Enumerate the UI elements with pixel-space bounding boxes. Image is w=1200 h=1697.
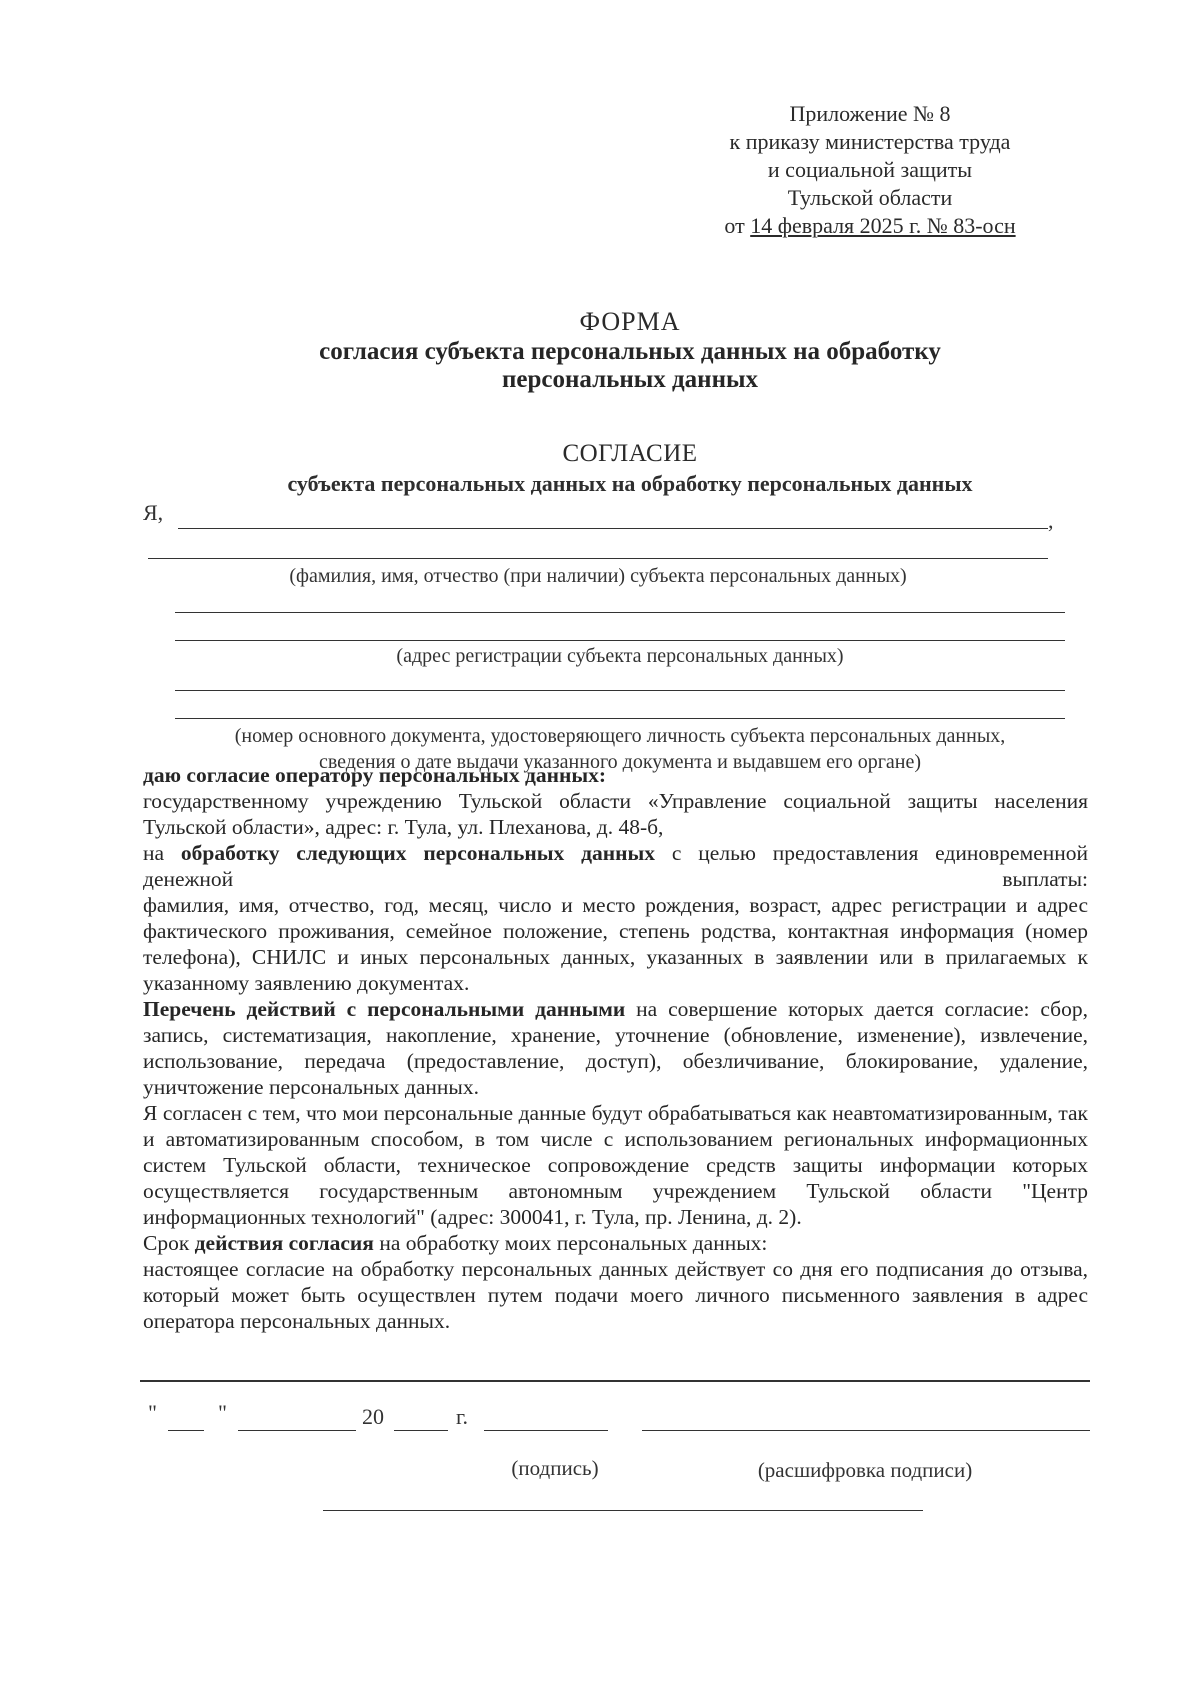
- term-text: настоящее согласие на обработку персональных данных действует со дня его подписания до отзыва, который может быть осуществлен путем подачи моего личного письменного заявления в адрес оператора персональных данных.: [143, 1257, 1088, 1333]
- document-field-line-2[interactable]: [175, 718, 1065, 719]
- i-label: Я,: [143, 500, 164, 525]
- date-quote-open: ": [148, 1400, 157, 1425]
- bottom-line: [323, 1510, 923, 1511]
- fio-field-line-1[interactable]: [178, 528, 1048, 529]
- appendix-order: к приказу министерства труда: [729, 129, 1011, 154]
- signature-caption: (подпись): [511, 1456, 599, 1480]
- appendix-date-line: [700, 212, 1040, 240]
- appendix-date-value: 14 февраля 2025 г. № 83-осн: [750, 213, 1016, 238]
- term-heading: Срок действия согласия на обработку моих персональных данных:: [143, 1231, 768, 1255]
- day-field[interactable]: [168, 1430, 204, 1431]
- purpose-paragraph: на обработку следующих персональных данных с целью предоставления единовременной денежной выплаты:: [143, 841, 1089, 891]
- form-title: ФОРМА: [579, 307, 681, 336]
- month-field[interactable]: [238, 1430, 356, 1431]
- consent-body: [143, 762, 1088, 1334]
- appendix-region: Тульской области: [787, 185, 953, 210]
- operator-text: государственному учреждению Тульской области «Управление социальной защиты населения Тульской области», адрес: г. Тула, ул. Плеханова, д. 48-б,: [143, 789, 1088, 839]
- address-field-line-1[interactable]: [175, 612, 1065, 613]
- fio-caption: (фамилия, имя, отчество (при наличии) субъекта персональных данных): [289, 565, 907, 587]
- data-list: фамилия, имя, отчество, год, месяц, число и место рождения, возраст, адрес регистрации и адрес фактического проживания, семейное положение, степень родства, контактная информация (номер телефона), СНИЛС и иных персональных данных, указанных в заявлении или в прилагаемых к указанному заявлению документах.: [143, 893, 1088, 995]
- year-field[interactable]: [394, 1430, 448, 1431]
- appendix-number: Приложение № 8: [789, 101, 951, 126]
- form-subtitle-line1: согласия субъекта персональных данных на обработку: [319, 338, 941, 365]
- signature-field[interactable]: [484, 1430, 608, 1431]
- document-caption-line2: сведения о дате выдачи указанного документа и выдавшем его органе): [318, 751, 922, 773]
- operator-heading: даю согласие оператору персональных данных:: [143, 763, 607, 787]
- consent-title: СОГЛАСИЕ: [562, 440, 698, 467]
- fio-comma: ,: [1048, 508, 1054, 533]
- appendix-date-prefix: от: [724, 213, 745, 238]
- signature-decode-field[interactable]: [642, 1430, 1090, 1431]
- actions-paragraph: Перечень действий с персональными данными на совершение которых дается согласие: сбор, запись, систематизация, накопление, хранение, уточнение (обновление, изменение), извлечение, использование, передача (предоставление, доступ), обезличивание, блокирование, удаление, уничтожение персональных данных.: [143, 997, 1088, 1099]
- form-subtitle-line2: персональных данных: [501, 366, 759, 393]
- year-prefix: 20: [362, 1404, 384, 1429]
- body-separator: [140, 1380, 1090, 1382]
- year-suffix: г.: [456, 1404, 469, 1429]
- date-quote-close: ": [218, 1400, 227, 1425]
- signature-decode-caption: (расшифровка подписи): [757, 1458, 973, 1482]
- fio-field-line-2[interactable]: [148, 558, 1048, 559]
- consent-subtitle: субъекта персональных данных на обработку персональных данных: [287, 471, 973, 496]
- appendix-block: [700, 100, 1040, 240]
- address-caption: (адрес регистрации субъекта персональных данных): [396, 645, 844, 667]
- document-field-line-1[interactable]: [175, 690, 1065, 691]
- processing-paragraph: Я согласен с тем, что мои персональные данные будут обрабатываться как неавтоматизированным, так и автоматизированным способом, в том числе с использованием региональных информационных систем Тульской области, техническое сопровождение средств защиты информации которых осуществляется государственным автономным учреждением Тульской области "Центр информационных технологий" (адрес: 300041, г. Тула, пр. Ленина, д. 2).: [143, 1101, 1088, 1229]
- appendix-ministry: и социальной защиты: [767, 157, 973, 182]
- address-field-line-2[interactable]: [175, 640, 1065, 641]
- form-subtitle: [200, 338, 1060, 394]
- document-caption-line1: (номер основного документа, удостоверяющего личность субъекта персональных данных,: [234, 725, 1006, 747]
